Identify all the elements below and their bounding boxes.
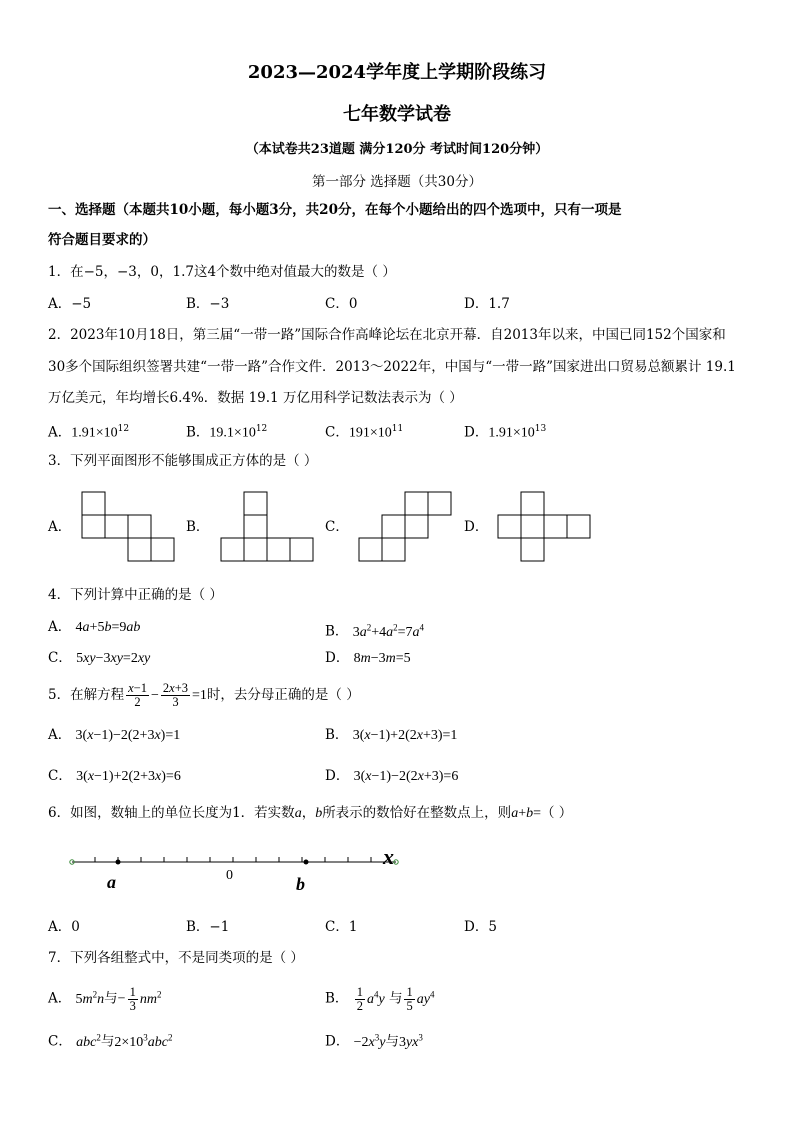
q3-option-a-label: A．: [48, 519, 72, 535]
q1-option-d: D．1.7: [464, 296, 510, 312]
q1-option-a: A．−5: [48, 296, 92, 312]
q7-stem: 7．下列各组整式中，不是同类项的是（ ）: [48, 950, 304, 966]
q1-stem: 1．在−5，−3，0，1.7这4个数中绝对值最大的数是（ ）: [48, 264, 396, 280]
q4-option-c: C． 5xy−3xy=2xy: [48, 650, 151, 666]
q3-option-b-label: B．: [186, 519, 210, 535]
exam-info: （本试卷共23道题 满分120分 考试时间120分钟）: [245, 142, 549, 157]
fraction-2: $\frac{2x+3}{3}$: [162, 681, 188, 709]
q6-option-d: D．5: [464, 919, 497, 935]
number-line: [70, 844, 398, 894]
q1-option-b: B．−3: [186, 296, 230, 312]
q5-option-c: C． 3(x−1)+2(2+3x)=6: [48, 768, 181, 784]
q5-option-b: B． 3(x−1)+2(2x+3)=1: [325, 727, 458, 743]
q3-option-d-label: D．: [464, 519, 489, 535]
q4-stem: 4．下列计算中正确的是（ ）: [48, 587, 223, 603]
point-a-label: a: [107, 872, 116, 892]
cube-net-a: [82, 492, 174, 561]
exam-subtitle: 七年数学试卷: [343, 104, 451, 125]
q2-option-a: A．$1.91\times 10^{12}$: [48, 424, 130, 441]
point-a: [116, 860, 121, 865]
exam-title: 2023—2024学年度上学期阶段练习: [247, 62, 547, 83]
q5-stem: 5．在解方程 $\frac{x-1}{2}$ − $\frac{2x+3}{3}$ =1时，去分母正确的是（ ）: [48, 681, 360, 709]
q6-option-b: B．−1: [186, 919, 230, 935]
q3-stem: 3．下列平面图形不能够围成正方体的是（ ）: [48, 453, 318, 469]
fraction-1: $\frac{x-1}{2}$: [128, 681, 147, 709]
q2-stem-line3: 万亿美元，年均增长6.4%．数据 19.1 万亿用科学记数法表示为（ ）: [48, 390, 463, 406]
q7-option-c: C． abc$^2$与$2\times 10^3abc^2$: [48, 1032, 173, 1050]
q2-option-d: D．$1.91\times 10^{13}$: [464, 424, 547, 441]
q6-stem: 6．如图，数轴上的单位长度为1．若实数a，b所表示的数恰好在整数点上，则a+b=（ ）: [48, 805, 573, 821]
q2-option-c: C．$191\times 10^{11}$: [325, 424, 404, 441]
q7-option-a: A． $5m^2n$与− $\frac{1}{3}$ $nm^2$: [48, 984, 162, 1013]
point-b-label: b: [296, 874, 305, 894]
section-heading-line1: 一、选择题（本题共10小题，每小题3分，共20分，在每个小题给出的四个选项中，只有一项是: [48, 202, 622, 218]
q6-option-a: A．0: [48, 919, 80, 935]
axis-zero-label: 0: [226, 868, 233, 883]
point-b: [304, 860, 309, 865]
q6-option-c: C．1: [325, 919, 358, 935]
q5-option-a: A． 3(x−1)−2(2+3x)=1: [48, 727, 181, 743]
q1-option-c: C．0: [325, 296, 358, 312]
cube-net-d: [498, 492, 590, 561]
part-heading: 第一部分 选择题（共30分）: [312, 174, 482, 190]
q7-option-b: B． $\frac{1}{2}$ $a^4y$ 与 $\frac{1}{5}$ $ay^4$: [325, 984, 435, 1013]
q2-stem-line2: 30多个国际组织签署共建“一带一路”合作文件．2013～2022年，中国与“一带一路”国家进出口贸易总额累计 19.1: [48, 359, 736, 375]
q7-option-d: D． $-2x^3y$与$3yx^3$: [325, 1032, 423, 1050]
cube-net-c: [359, 492, 451, 561]
q4-option-b: B． $3a^2+4a^2=7a^4$: [325, 622, 425, 640]
q3-option-c-label: C．: [325, 519, 349, 535]
q4-option-d: D． 8m−3m=5: [325, 650, 411, 666]
q4-option-a: A． 4a+5b=9ab: [48, 619, 141, 635]
axis-x-label: x: [383, 844, 394, 869]
q5-option-d: D． 3(x−1)−2(2x+3)=6: [325, 768, 459, 784]
section-heading-line2: 符合题目要求的）: [48, 232, 156, 248]
cube-net-b: [221, 492, 313, 561]
q2-stem-line1: 2．2023年10月18日，第三届“一带一路”国际合作高峰论坛在北京开幕．自2013年以来，中国已同152个国家和: [48, 327, 726, 343]
q2-option-b: B．$19.1\times 10^{12}$: [186, 424, 268, 441]
